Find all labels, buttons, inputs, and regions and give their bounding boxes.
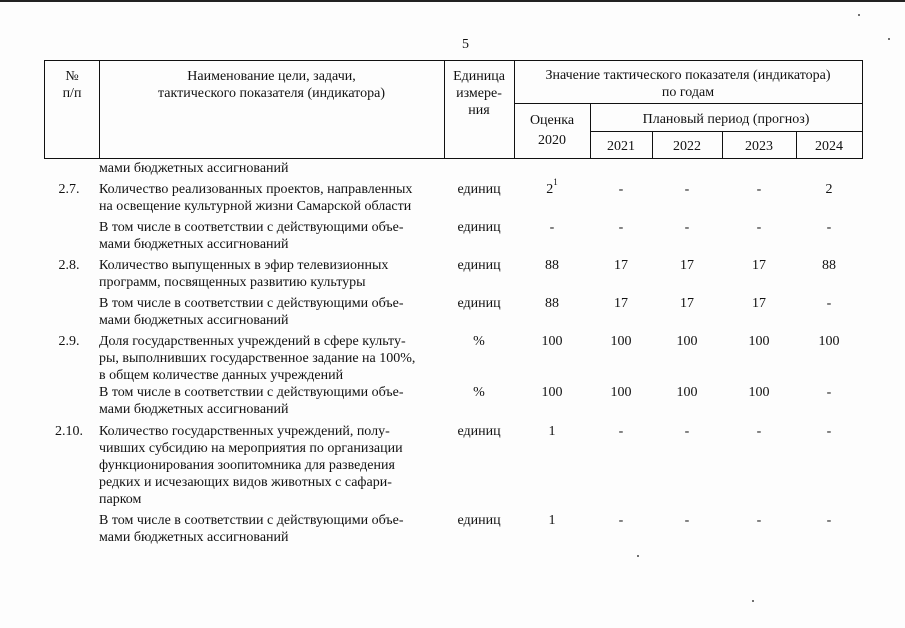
row-value-2024: - — [826, 513, 832, 528]
row-unit: единиц — [457, 220, 501, 235]
row-value-2023: 100 — [748, 334, 770, 349]
row-value-2022: - — [684, 182, 690, 197]
row-unit: единиц — [457, 182, 501, 197]
header-unit: Единица измере- ния — [453, 69, 505, 118]
row-value-2021: 100 — [610, 385, 632, 400]
row-indicator-name: Количество выпущенных в эфир телевизионных программ, посвященных развитию культуры — [99, 258, 389, 290]
row-value-2021: - — [618, 424, 624, 439]
row-value-2021: - — [618, 220, 624, 235]
row-value-2024: - — [826, 220, 832, 235]
row-value-2021: - — [618, 182, 624, 197]
row-unit: единиц — [457, 296, 501, 311]
header-year-2022: 2022 — [673, 139, 701, 154]
row-value-2021: 100 — [610, 334, 632, 349]
row-unit: % — [473, 334, 485, 349]
row-indicator-name: В том числе в соответствии с действующими объе- мами бюджетных ассигнований — [99, 296, 404, 328]
row-unit: % — [473, 385, 485, 400]
scan-speck — [637, 555, 639, 557]
row-indicator-name: Количество реализованных проектов, направленных на освещение культурной жизни Самарской области — [99, 182, 413, 214]
row-value-2021: 17 — [614, 258, 628, 273]
row-value-2024: 88 — [822, 258, 836, 273]
row-unit: единиц — [457, 258, 501, 273]
header-estimate: Оценка 2020 — [529, 113, 575, 148]
row-value-2023: 17 — [752, 258, 766, 273]
carry-over-text: мами бюджетных ассигнований — [99, 161, 289, 176]
page-number: 5 — [462, 37, 469, 52]
row-value-2023: - — [756, 424, 762, 439]
row-value-2022: - — [684, 220, 690, 235]
row-value-2023: - — [756, 513, 762, 528]
top-border-line — [0, 0, 905, 2]
footnote-marker: 1 — [553, 177, 558, 188]
header-num: № п/п — [62, 69, 82, 101]
row-value-2024: - — [826, 424, 832, 439]
row-value-2022: 100 — [676, 334, 698, 349]
scan-speck — [858, 14, 860, 16]
row-value-2020: 88 — [545, 258, 559, 273]
row-value-2023: 17 — [752, 296, 766, 311]
row-value-2023: - — [756, 220, 762, 235]
row-indicator-name: Доля государственных учреждений в сфере культу- ры, выполнивших государственное задание на 100%, в общем количестве данных учреждений — [99, 334, 416, 383]
row-value-2024: 2 — [825, 182, 833, 197]
row-value-2020: - — [549, 220, 555, 235]
row-value-2020: 100 — [541, 385, 563, 400]
row-value-2020: 1 — [548, 513, 556, 528]
header-year-2021: 2021 — [607, 139, 635, 154]
row-indicator-name: Количество государственных учреждений, полу- чивших субсидию на мероприятия по организации функционирования зоопитомника для разведения редких и исчезающих видов животных с сафари- парком — [99, 424, 403, 507]
header-name: Наименование цели, задачи, тактического показателя (индикатора) — [158, 69, 385, 101]
row-value-2021: 17 — [614, 296, 628, 311]
row-number: 2.7. — [58, 182, 80, 197]
row-indicator-name: В том числе в соответствии с действующими объе- мами бюджетных ассигнований — [99, 220, 404, 252]
row-number: 2.10. — [55, 424, 83, 439]
row-value-2023: 100 — [748, 385, 770, 400]
row-value-2022: - — [684, 513, 690, 528]
header-plan-period: Плановый период (прогноз) — [642, 112, 810, 127]
row-value-2024: 100 — [818, 334, 840, 349]
row-unit: единиц — [457, 424, 501, 439]
row-value-2024: - — [826, 296, 832, 311]
row-number: 2.8. — [58, 258, 80, 273]
row-value-2024: - — [826, 385, 832, 400]
row-value-2020: 1 — [548, 424, 556, 439]
row-value-2022: 17 — [680, 258, 694, 273]
row-value-2023: - — [756, 182, 762, 197]
row-indicator-name: В том числе в соответствии с действующими объе- мами бюджетных ассигнований — [99, 385, 404, 417]
row-value-2022: 100 — [676, 385, 698, 400]
row-value-2022: - — [684, 424, 690, 439]
scan-speck — [752, 600, 754, 602]
row-indicator-name: В том числе в соответствии с действующими объе- мами бюджетных ассигнований — [99, 513, 404, 545]
table-header — [44, 60, 863, 159]
header-year-2023: 2023 — [745, 139, 773, 154]
header-value-group: Значение тактического показателя (индикатора) по годам — [545, 68, 831, 100]
row-unit: единиц — [457, 513, 501, 528]
row-value-2020: 100 — [541, 334, 563, 349]
row-value-2022: 17 — [680, 296, 694, 311]
scan-speck — [888, 38, 890, 40]
row-value-2020: $2^1$ — [546, 177, 558, 197]
row-value-2021: - — [618, 513, 624, 528]
header-year-2024: 2024 — [815, 139, 843, 154]
row-value-2020: 88 — [545, 296, 559, 311]
row-number: 2.9. — [58, 334, 80, 349]
